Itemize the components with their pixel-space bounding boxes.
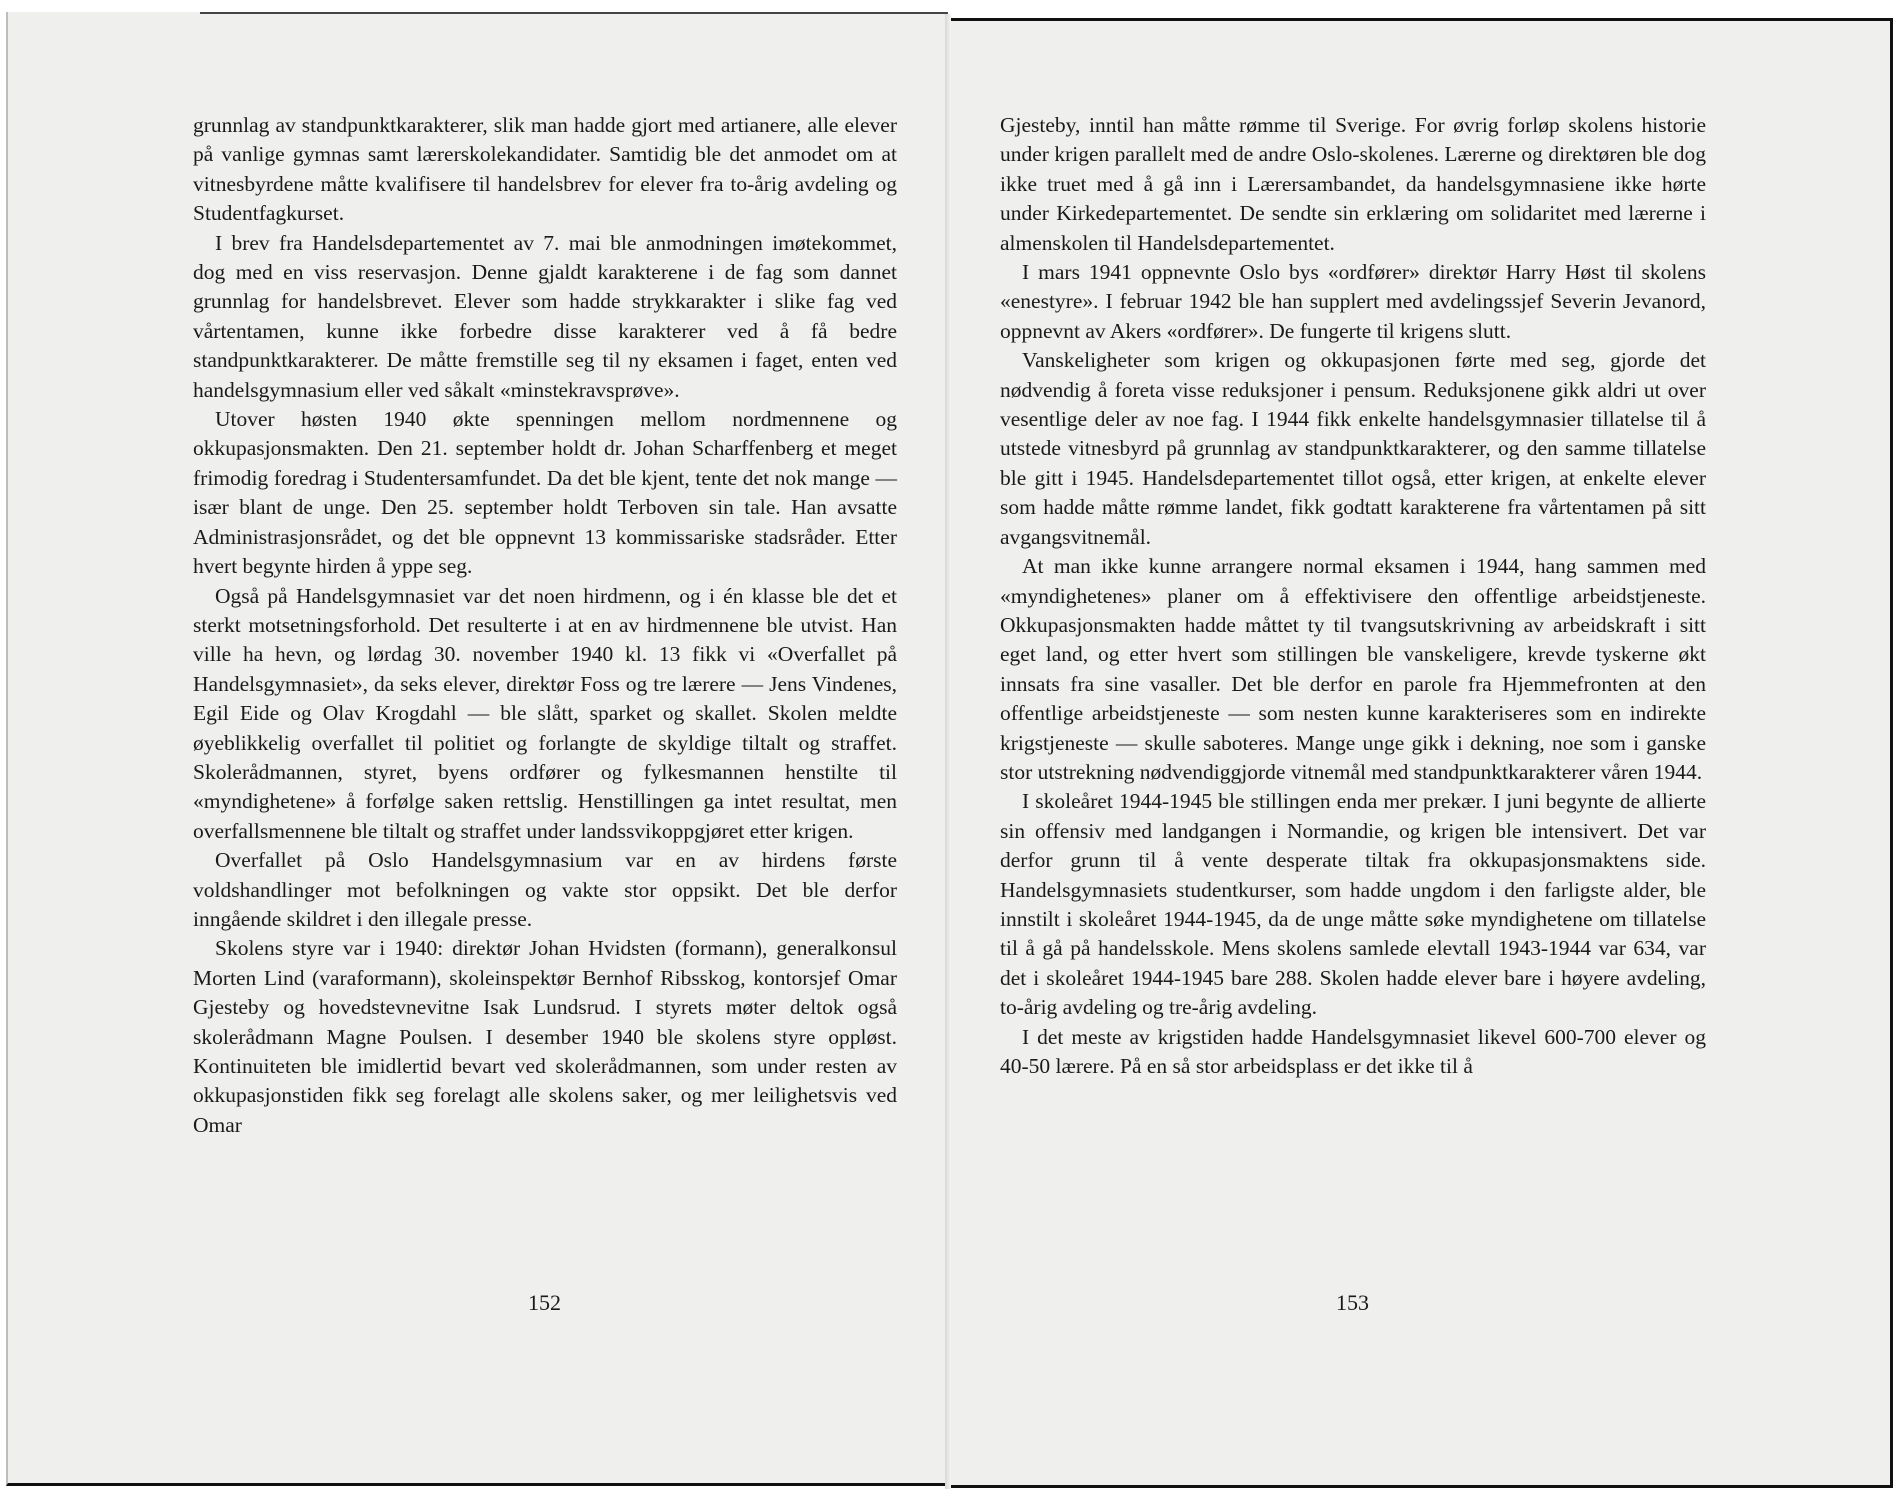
paragraph: At man ikke kunne arrangere normal eksamen i 1944, hang sammen med «myndighetenes» planer om å effektivisere den offentlige arbeidstjeneste. Okkupasjonsmakten hadde måttet ty til tvangsutskrivning av arbeidskraft i sitt eget land, og etter hvert som stillingen ble vanskeligere, krevde tyskerne økt innsats fra sine vasaller. Det ble derfor en parole fra Hjemmefronten at den offentlige arbeidstjeneste — som nesten kunne karakteriseres som en indirekte krigstjeneste — skulle saboteres. Mange unge gikk i dekning, noe som i ganske stor utstrekning nødvendiggjorde vitnemål med standpunktkarakterer våren 1944. bbox=[1000, 554, 1706, 784]
paragraph: Gjesteby, inntil han måtte rømme til Sverige. For øvrig forløp skolens historie under krigen parallelt med de andre Oslo-skolenes. Lærerne og direktøren ble dog ikke truet med å gå inn i Lærersambandet, da handelsgymnasiene ikke hørte under Kirkedepartementet. De sendte sin erklæring om solidaritet med lærerne i almenskolen til Handelsdepartementet. bbox=[1000, 113, 1706, 255]
paragraph: I skoleåret 1944-1945 ble stillingen enda mer prekær. I juni begynte de allierte sin offensiv med landgangen i Normandie, og krigen ble intensivert. Det var derfor grunn til å vente desperate tiltak fra okkupasjonsmaktens side. Handelsgymnasiets studentkurser, som hadde ungdom i den farligste alder, ble innstilt i skoleåret 1944-1945, da de unge måtte søke myndighetene om tillatelse til å gå på handelsskole. Mens skolens samlede elevtall 1943-1944 var 634, var det i skoleåret 1944-1945 bare 288. Skolen hadde elever bare i høyere avdeling, to-årig avdeling og tre-årig avdeling. bbox=[1000, 789, 1706, 1020]
paragraph: Overfallet på Oslo Handelsgymnasium var en av hirdens første voldshandlinger mot befolkningen og vakte stor oppsikt. Det ble derfor inngående skildret i den illegale presse. bbox=[193, 848, 897, 931]
paragraph: grunnlag av standpunktkarakterer, slik man hadde gjort med artianere, alle elever på vanlige gymnas samt lærerskolekandidater. Samtidig ble det anmodet om at vitnesbyrdene måtte kvalifisere til handelsbrev for elever fra to-årig avdeling og Studentfagkurset. bbox=[193, 113, 897, 226]
left-page-text bbox=[193, 111, 897, 1140]
right-page-text bbox=[1000, 111, 1706, 1081]
paragraph: Også på Handelsgymnasiet var det noen hirdmenn, og i én klasse ble det et sterkt motsetningsforhold. Det resulterte i at en av hirdmennene ble utvist. Han ville ha hevn, og lørdag 30. november 1940 kl. 13 fikk vi «Overfallet på Handelsgymnasiet», da seks elever, direktør Foss og tre lærere — Jens Vindenes, Egil Eide og Olav Krogdahl — ble slått, sparket og skallet. Skolen meldte øyeblikkelig overfallet til politiet og forlangte de skyldige tiltalt og straffet. Skolerådmannen, styret, byens ordfører og fylkesmannen henstilte til «myndighetene» å forfølge saken rettslig. Henstillingen ga intet resultat, men overfallsmennene ble tiltalt og straffet under landssvikoppgjøret etter krigen. bbox=[193, 583, 897, 843]
paragraph: Skolens styre var i 1940: direktør Johan Hvidsten (formann), generalkonsul Morten Lind (varaformann), skoleinspektør Bernhof Ribsskog, kontorsjef Omar Gjesteby og hovedstevnevitne Isak Lundsrud. I styrets møter deltok også skolerådmann Magne Poulsen. I desember 1940 ble skolens styre oppløst. Kontinuiteten ble imidlertid bevart ved skolerådmannen, som under resten av okkupasjonstiden fikk seg forelagt alle skolens saker, og mer leilighetsvis ved Omar bbox=[193, 936, 897, 1137]
paragraph: I det meste av krigstiden hadde Handelsgymnasiet likevel 600-700 elever og 40-50 lærere. På en så stor arbeidsplass er det ikke til å bbox=[1000, 1024, 1706, 1078]
page-edge-rule bbox=[200, 12, 948, 14]
book-gutter bbox=[945, 14, 951, 1489]
paragraph: I brev fra Handelsdepartementet av 7. mai ble anmodningen imøtekommet, dog med en viss reservasjon. Denne gjaldt karakterene i de fag som dannet grunnlag for handelsbrevet. Elever som hadde strykkarakter i slike fag ved vårtentamen, kunne ikke forbedre disse karakterer ved å få bedre standpunktkarakterer. De måtte fremstille seg til ny eksamen i faget, enten ved handelsgymnasium eller ved såkalt «minstekravsprøve». bbox=[193, 230, 897, 402]
page-number-right: 153 bbox=[1336, 1290, 1369, 1315]
page-number-left: 152 bbox=[528, 1290, 561, 1315]
paragraph: Utover høsten 1940 økte spenningen mellom nordmennene og okkupasjonsmakten. Den 21. september holdt dr. Johan Scharffenberg et meget frimodig foredrag i Studentersamfundet. Da det ble kjent, tente det nok mange — især blant de unge. Den 25. september holdt Terboven sin tale. Han avsatte Administrasjonsrådet, og det ble oppnevnt 13 kommissariske stadsråder. Etter hvert begynte hirden å yppe seg. bbox=[193, 407, 897, 579]
paragraph: Vanskeligheter som krigen og okkupasjonen førte med seg, gjorde det nødvendig å foreta visse reduksjoner i pensum. Reduksjonene gikk aldri ut over vesentlige deler av noe fag. I 1944 fikk enkelte handelsgymnasier tillatelse til å utstede vitnesbyrd på grunnlag av standpunktkarakterer, og den samme tillatelse ble gitt i 1945. Handelsdepartementet tillot også, etter krigen, at enkelte elever som hadde måtte rømme landet, fikk godtatt karakterene fra vårtentamen på sitt avgangsvitnemål. bbox=[1000, 348, 1706, 549]
paragraph: I mars 1941 oppnevnte Oslo bys «ordfører» direktør Harry Høst til skolens «enestyre». I februar 1942 ble han supplert med avdelingssjef Severin Jevanord, oppnevnt av Akers «ordfører». De fungerte til krigens slutt. bbox=[1000, 260, 1706, 343]
